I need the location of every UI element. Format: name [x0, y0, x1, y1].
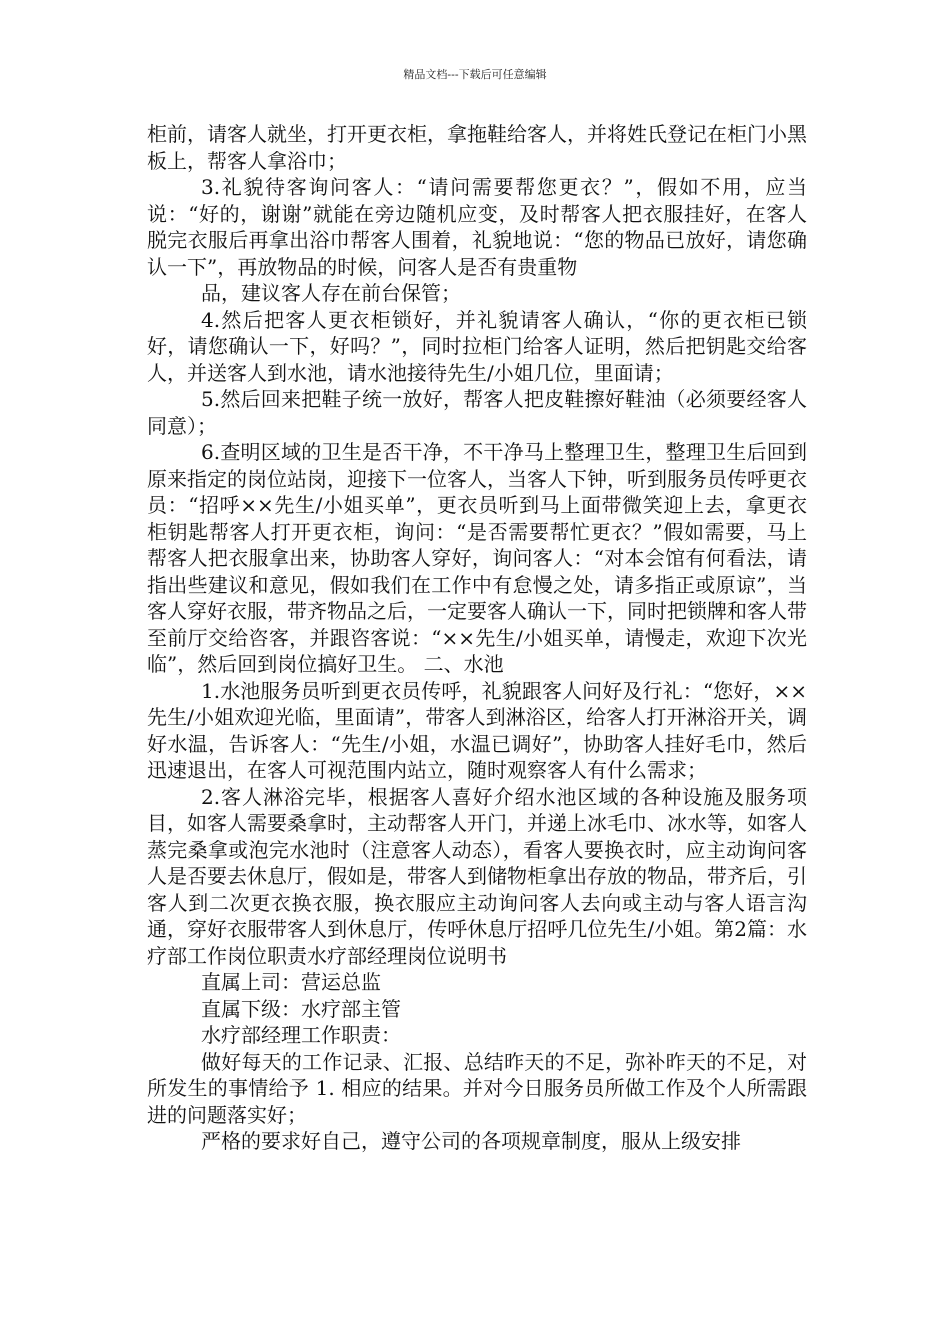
paragraph: 2.客人淋浴完毕，根据客人喜好介绍水池区域的各种设施及服务项目，如客人需要桑拿时，主动帮客人开门，并递上冰毛巾、冰水等，如客人蒸完桑拿或泡完水池时（注意客人动态），看客人要换衣时，应主动询问客人是否要去休息厅，假如是，带客人到储物柜拿出存放的物品，带齐后，引客人到二次更衣换衣服，换衣服应主动询问客人去向或主动与客人语言沟通，穿好衣服带客人到休息厅，传呼休息厅招呼几位先生/小姐。第2篇：水疗部工作岗位职责水疗部经理岗位说明书: [147, 784, 807, 968]
paragraph: 严格的要求好自己，遵守公司的各项规章制度，服从上级安排: [201, 1129, 741, 1153]
paragraph: 1.水池服务员听到更衣员传呼，礼貌跟客人问好及行礼：“您好，××先生/小姐欢迎光临，里面请”，带客人到淋浴区，给客人打开淋浴开关，调好水温，告诉客人：“先生/小姐，水温已调好”，协助客人挂好毛巾，然后迅速退出，在客人可视范围内站立，随时观察客人有什么需求；: [147, 678, 807, 782]
paragraph: 5.然后回来把鞋子统一放好，帮客人把皮鞋擦好鞋油（必须要经客人同意）；: [147, 387, 807, 438]
paragraph: 水疗部经理工作职责：: [201, 1023, 401, 1047]
paragraph: 6.查明区域的卫生是否干净，不干净马上整理卫生，整理卫生后回到原来指定的岗位站岗，迎接下一位客人，当客人下钟，听到服务员传呼更衣员：“招呼××先生/小姐买单”，更衣员听到马上面带微笑迎上去，拿更衣柜钥匙帮客人打开更衣柜，询问：“是否需要帮忙更衣？”假如需要，马上帮客人把衣服拿出来，协助客人穿好，询问客人：“对本会馆有何看法，请指出些建议和意见，假如我们在工作中有怠慢之处，请多指正或原谅”，当客人穿好衣服，带齐物品之后，一定要客人确认一下，同时把锁牌和客人带至前厅交给咨客，并跟咨客说：“××先生/小姐买单，请慢走，欢迎下次光临”，然后回到岗位搞好卫生。 二、水池: [147, 440, 807, 676]
paragraph: 直属下级：水疗部主管: [201, 996, 401, 1021]
paragraph: 3.礼貌待客询问客人：“请问需要帮您更衣？”，假如不用，应当说：“好的，谢谢”就能在旁边随机应变，及时帮客人把衣服挂好，在客人脱完衣服后再拿出浴巾帮客人围着，礼貌地说：“您的物品已放好，请您确认一下”，再放物品的时候，问客人是否有贵重物: [147, 175, 807, 279]
paragraph: 品，建议客人存在前台保管；: [201, 281, 461, 305]
paragraph: 直属上司：营运总监: [201, 970, 381, 994]
paragraph: 做好每天的工作记录、汇报、总结昨天的不足，弥补昨天的不足，对所发生的事情给予 1. 相应的结果。并对今日服务员所做工作及个人所需跟进的问题落实好；: [147, 1049, 807, 1127]
paragraph: 柜前，请客人就坐，打开更衣柜，拿拖鞋给客人，并将姓氏登记在柜门小黑板上，帮客人拿浴巾；: [147, 122, 807, 173]
document-body: [147, 121, 807, 1155]
page-header: 精品文档---下载后可任意编辑: [403, 68, 547, 81]
paragraph: 4.然后把客人更衣柜锁好，并礼貌请客人确认，“你的更衣柜已锁好，请您确认一下，好吗？”，同时拉柜门给客人证明，然后把钥匙交给客人，并送客人到水池，请水池接待先生/小姐几位，里面请；: [147, 307, 807, 385]
